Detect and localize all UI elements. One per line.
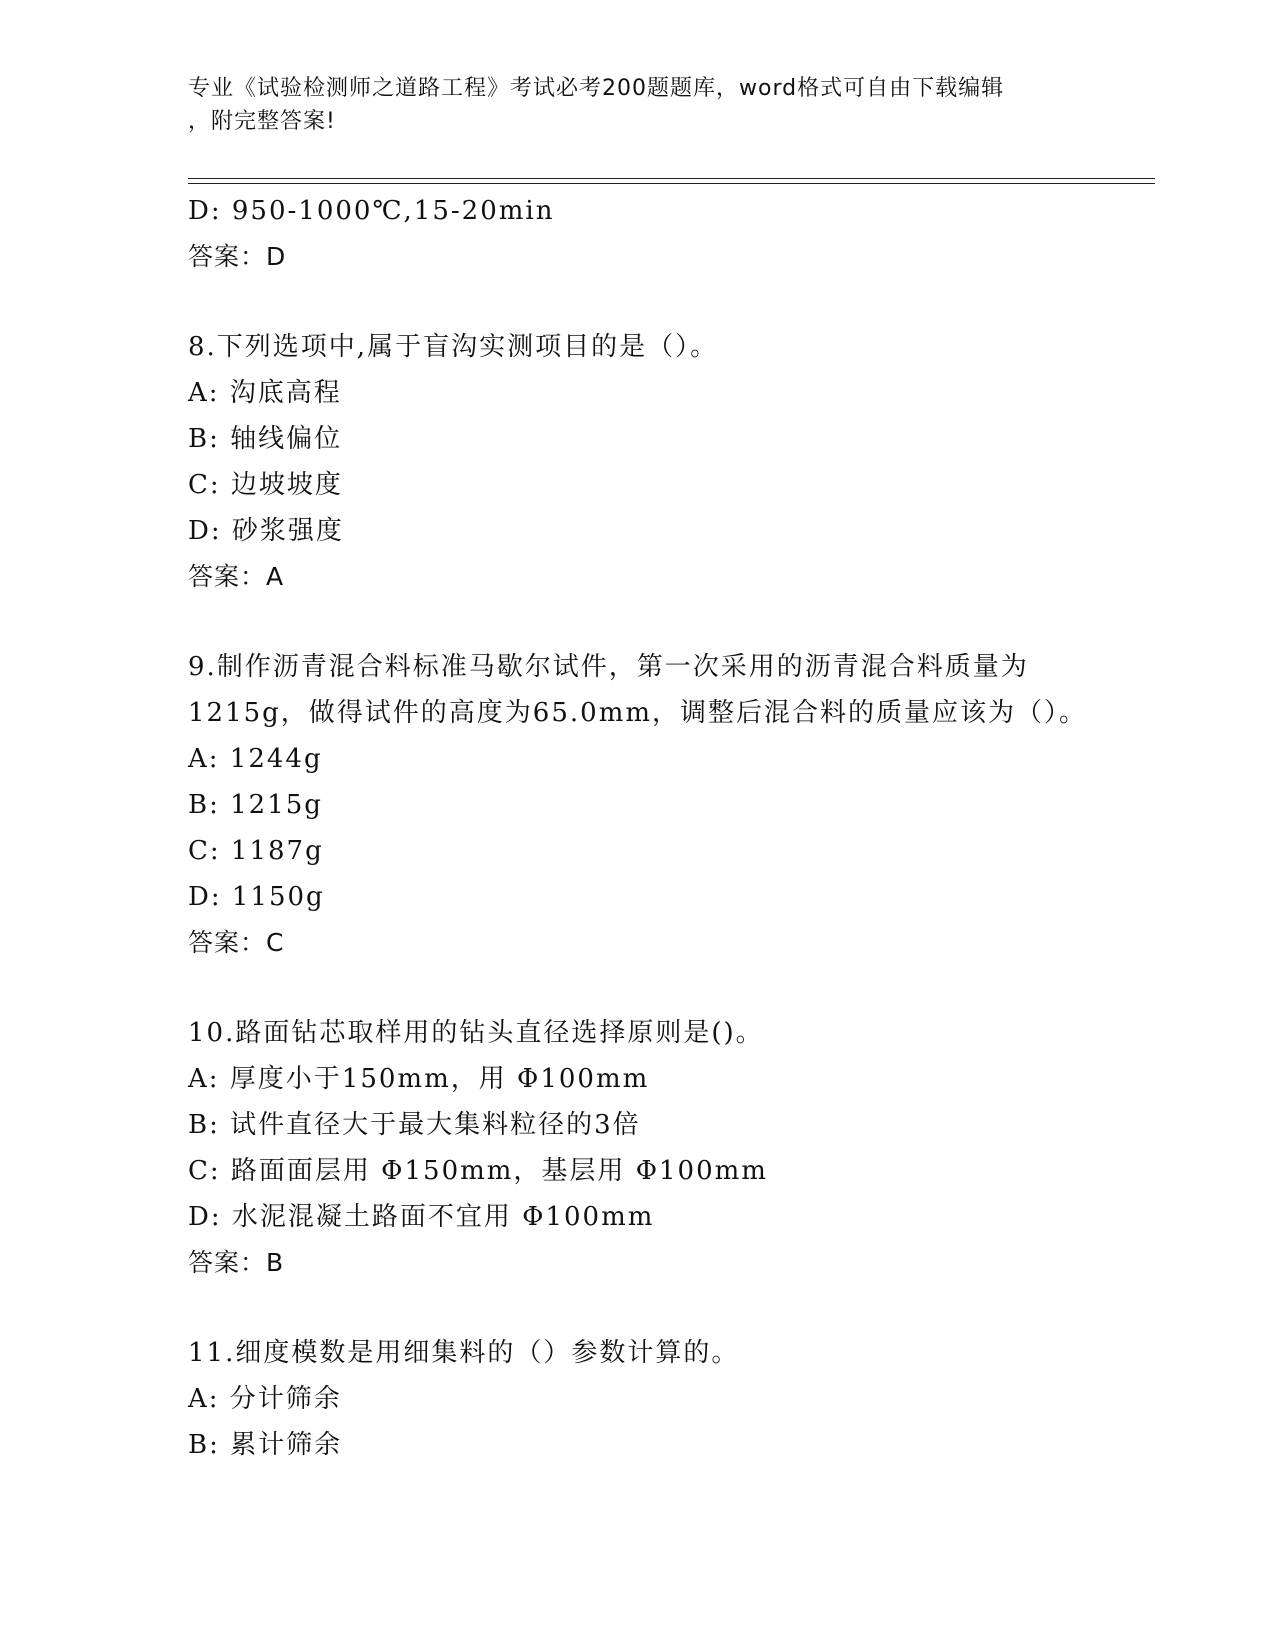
option-d: D: 1150g	[188, 882, 325, 912]
question-text-cont: 1215g，做得试件的高度为65.0mm，调整后混合料的质量应该为（）。	[188, 698, 1088, 728]
question-9	[188, 644, 1148, 966]
question-11	[188, 1330, 1148, 1468]
document-header	[188, 72, 1088, 138]
answer: 答案：A	[188, 562, 285, 591]
question-list	[188, 188, 1148, 1468]
answer: 答案：B	[188, 1248, 285, 1277]
option-c: C: 1187g	[188, 836, 324, 866]
question-text: 11.细度模数是用细集料的（）参数计算的。	[188, 1338, 740, 1368]
question-8	[188, 324, 1148, 600]
prev-option-d: D: 950-1000℃,15-20min	[188, 196, 555, 226]
question-text: 9.制作沥青混合料标准马歇尔试件，第一次采用的沥青混合料质量为	[188, 652, 1029, 682]
question-text: 8.下列选项中,属于盲沟实测项目的是（）。	[188, 332, 719, 362]
option-d: D: 砂浆强度	[188, 516, 344, 546]
option-c: C: 边坡坡度	[188, 470, 343, 500]
option-a: A: 分计筛余	[188, 1384, 342, 1414]
option-c: C: 路面面层用 Φ150mm，基层用 Φ100mm	[188, 1156, 768, 1186]
option-a: A: 厚度小于150mm，用 Φ100mm	[188, 1064, 650, 1094]
header-rule-top	[188, 178, 1155, 179]
prev-answer: 答案：D	[188, 242, 287, 271]
option-b: B: 1215g	[188, 790, 323, 820]
question-10	[188, 1010, 1148, 1286]
header-line-1: 专业《试验检测师之道路工程》考试必考200题题库，word格式可自由下载编辑	[188, 76, 1005, 101]
option-b: B: 累计筛余	[188, 1430, 343, 1460]
answer: 答案：C	[188, 928, 285, 957]
option-a: A: 1244g	[188, 744, 323, 774]
option-a: A: 沟底高程	[188, 378, 342, 408]
option-b: B: 轴线偏位	[188, 424, 343, 454]
question-text: 10.路面钻芯取样用的钻头直径选择原则是()。	[188, 1018, 764, 1048]
header-line-2: ，附完整答案!	[188, 109, 336, 134]
header-rule-bottom	[188, 183, 1155, 184]
option-b: B: 试件直径大于最大集料粒径的3倍	[188, 1110, 641, 1140]
option-d: D: 水泥混凝土路面不宜用 Φ100mm	[188, 1202, 655, 1232]
